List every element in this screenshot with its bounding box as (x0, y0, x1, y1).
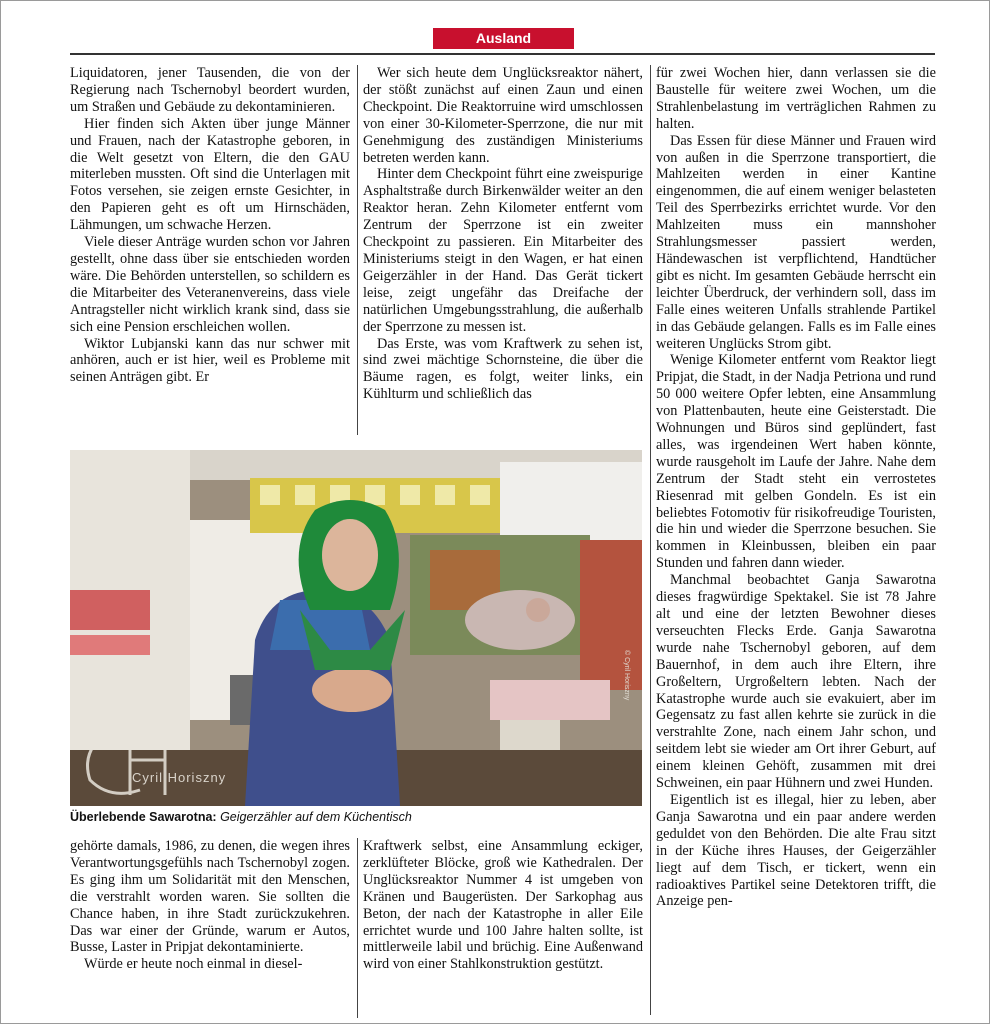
section-badge: Ausland (433, 28, 574, 49)
column-divider (357, 65, 358, 435)
paragraph: für zwei Wochen hier, dann verlassen sie die Baustelle für weitere zwei Wochen, um die Strahlenbelastung im verträglichen Rahmen zu halten. (656, 65, 936, 132)
paragraph: Hier finden sich Akten über junge Männer und Frauen, nach der Katastrophe geboren, in die Welt gesetzt von Eltern, die den GAU miterleben mussten. Oft sind die Unterlagen mit Fotos versehen, sie zeigen ernste Gesichter, in den Papieren geht es oft um Hirnschäden, Lähmungen, um schwache Herzen. (70, 115, 350, 234)
photo-side-credit: © Cyril Horiszny (623, 650, 630, 701)
paragraph: Eigentlich ist es illegal, hier zu leben, aber Ganja Sawarotna und ein paar andere werden geduldet von den Behörden. Die alte Frau sitzt in der Küche ihres Hauses, der Geigerzähler liegt auf dem Tisch, er tickert, wenn ein radioaktives Partikel seine Detektoren trifft, die Anzeige pen- (656, 791, 936, 910)
article-column-5 (363, 838, 643, 1018)
caption-bold: Überlebende Sawarotna: (70, 810, 217, 824)
caption-italic: Geigerzähler auf dem Küchentisch (220, 810, 412, 824)
article-column-1 (70, 65, 350, 435)
paragraph: Das Erste, was vom Kraftwerk zu sehen ist, sind zwei mächtige Schornsteine, die über die Bäume ragen, es folgt, weiter links, ein Kühlturm und schließlich das (363, 335, 643, 403)
column-divider (650, 65, 651, 1015)
paragraph: Würde er heute noch einmal in diesel- (84, 956, 303, 973)
article-photo (70, 450, 642, 806)
paragraph: Hinter dem Checkpoint führt eine zweispurige Asphaltstraße durch Birkenwälder weiter an den Reaktor heran. Zehn Kilometer entfernt vom Zentrum der Sperrzone ist ein zweiter Checkpoint zu passieren. Ein Mitarbeiter des Ministeriums steigt in den Wagen, er hat einen Geigerzähler in der Hand. Das Gerät tickert leise, zeigt ungefähr das Dreifache der natürlichen Umgebungsstrahlung, die außerhalb der Sperrzone zu messen ist. (363, 166, 643, 335)
paragraph: Wer sich heute dem Unglücksreaktor nähert, der stößt zunächst auf einen Zaun und einen Checkpoint. Die Reaktorruine wird umschlossen von einer 30-Kilometer-Sperrzone, die nur mit Genehmigung des zuständigen Ministeriums betreten werden kann. (363, 65, 643, 166)
paragraph: Wiktor Lubjanski kann das nur schwer mit anhören, auch er ist hier, weil es Probleme mit seinen Anträgen gibt. Er (70, 335, 350, 386)
paragraph: Das Essen für diese Männer und Frauen wird von außen in die Sperrzone transportiert, die Mahlzeiten werden in einer Kantine eingenommen, die auf einem weniger belasteten Teil des Sperrbezirks errichtet wurde. Vor den Mahlzeiten muss ein mannshoher Strahlungsmesser passiert werden, Händewaschen ist verpflichtend, Handtücher gibt es nicht. Im gesamten Gebäude herrscht ein leichter Überdruck, der verhindern soll, dass im Falle eines weiteren Unfalls strahlende Partikel in das Gebäude gelangen. Falls es im Falle eines weiteren Unglücks Strom gibt. (656, 132, 936, 352)
article-column-2 (363, 65, 643, 435)
article-column-4 (70, 838, 350, 1018)
column-divider (357, 838, 358, 1018)
header-rule (70, 53, 935, 55)
paragraph: Viele dieser Anträge wurden schon vor Jahren gestellt, ohne dass über sie entschieden worden wäre. Die Behörden unterstellen, so schildern es die Mitarbeiter des Veteranenvereins, dass viele Antragsteller nicht wirklich krank sind, dass sie sich eine Pension erschleichen wollen. (70, 234, 350, 335)
paragraph: Manchmal beobachtet Ganja Sawarotna dieses fragwürdige Spektakel. Sie ist 78 Jahre alt und eine der letzten Bewohner dieses verseuchten Flecks Erde. Ganja Sawarotna wurde nahe Tschernobyl geboren, auf dem Bauernhof, in dem auch ihre Eltern, ihre Großeltern, Urgroßeltern lebten. Nach der Katastrophe wurde auch sie evakuiert, aber im Gegensatz zu fast allen kehrte sie zurück in die verstrahlte Zone, nach einem Jahr schon, und seitdem lebt sie wieder am Ort ihrer Geburt, auf einem kleinen Gehöft, zusammen mit drei Schweinen, ein paar Hühnern und zwei Hunden. (656, 572, 936, 792)
paragraph: Liquidatoren, jener Tausenden, die von der Regierung nach Tschernobyl beordert wurden, um Straßen und Gebäude zu dekontaminieren. (70, 65, 350, 115)
photo-caption (70, 808, 642, 826)
photo-watermark: Cyril Horiszny (132, 770, 227, 785)
paragraph: Wenige Kilometer entfernt vom Reaktor liegt Pripjat, die Stadt, in der Nadja Petriona und rund 50 000 weitere Opfer lebten, eine Ansammlung von Plattenbauten, heute eine Geisterstadt. Die Wohnungen und Büros sind geplündert, fast alles, was irgendeinen Wert haben könnte, wurde rausgeholt im Laufe der Jahre. Nahe dem Zentrum der Stadt steht ein verrostetes Riesenrad mit gelben Gondeln. Es ist ein beliebtes Fotomotiv für risikofreudige Touristen, die hin und wieder die Sperrzone besuchen. Sie kommen in Kleinbussen, bleiben ein paar Stunden und fahren dann wieder. (656, 352, 936, 572)
kitchen-scene-illustration (70, 450, 642, 806)
paragraph: gehörte damals, 1986, zu denen, die wegen ihres Verantwortungsgefühls nach Tschernobyl zogen. Es ging ihm um Solidarität mit den Menschen, die verstrahlt worden waren. Sie sollten die Chance haben, in ihre Stadt zurückzukehren. Das war einer der Gründe, warum er Autos, Busse, Laster in Pripjat dekontaminierte. (70, 838, 350, 956)
article-column-3 (656, 65, 936, 1015)
paragraph: Kraftwerk selbst, eine Ansammlung eckiger, zerklüfteter Blöcke, groß wie Kathedralen. Der Unglücksreaktor Nummer 4 ist umgeben von Kränen und Baugerüsten. Der Sarkophag aus Beton, der nach der Katastrophe in aller Eile errichtet wurde und 100 Jahre halten sollte, ist mittlerweile labil und brüchig. Eine Außenwand wird von einer Stahlkonstruktion gestützt. (363, 838, 643, 973)
